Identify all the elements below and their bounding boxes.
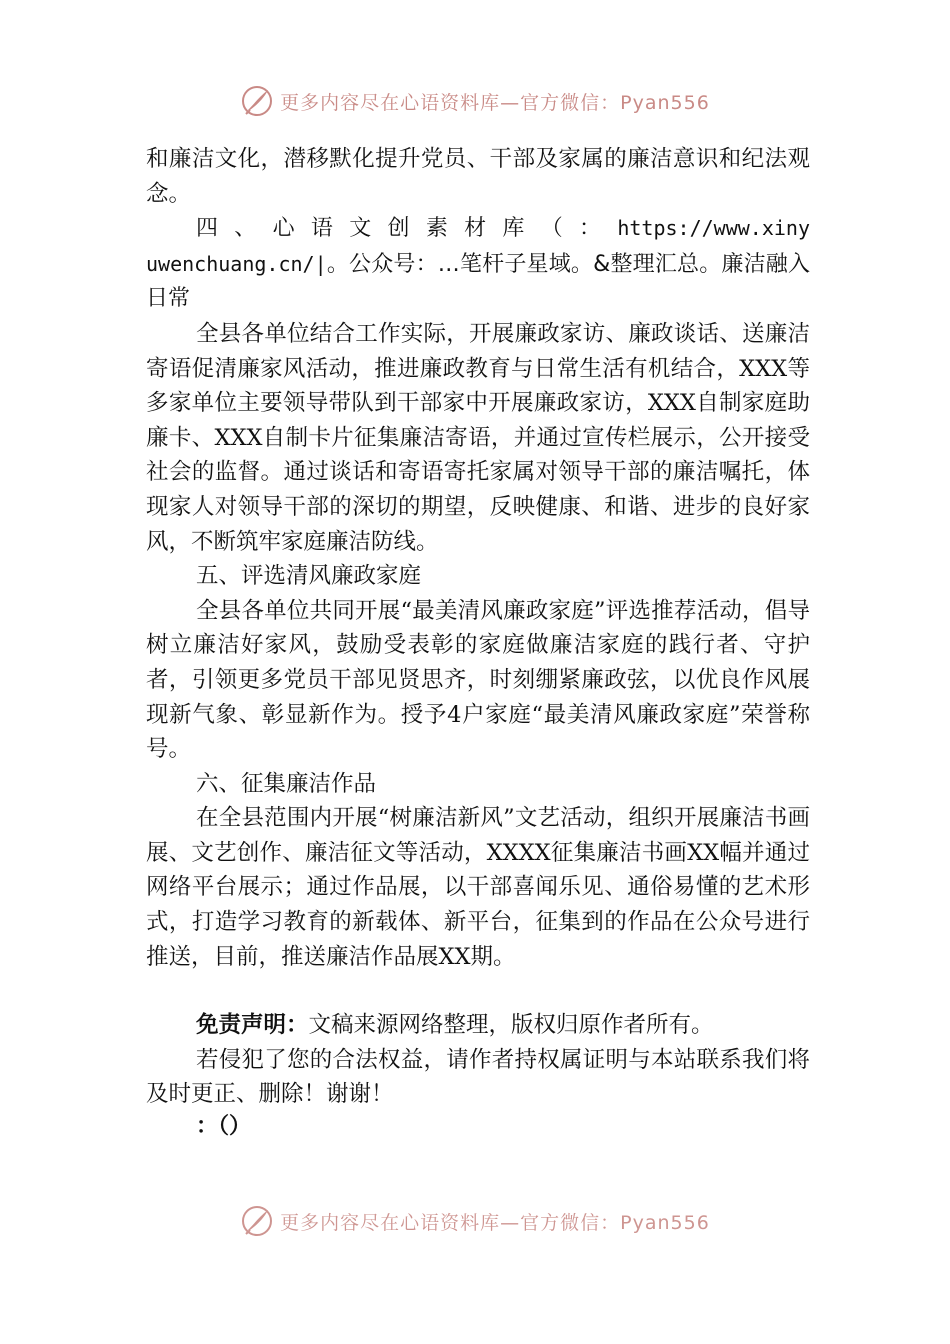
disclaimer-text: 文稿来源网络整理，版权归原作者所有。 [308,1012,714,1039]
heading-4-suffix: 。公众号：…笔杆子星域。&整理汇总。廉洁融入日常 [146,251,810,312]
feather-logo-icon [240,84,274,118]
paragraph-intro-tail: 和廉洁文化，潜移默化提升党员、干部及家属的廉洁意识和纪法观念。 [146,146,810,207]
paragraph-section-6: 在全县范围内开展“树廉洁新风”文艺活动，组织开展廉洁书画展、文艺创作、廉洁征文等活动，XXXX征集廉洁书画XX幅并通过网络平台展示；通过作品展，以干部喜闻乐见、通俗易懂的艺术形式，打造学习教育的新载体、新平台，征集到的作品在公众号进行推送，目前，推送廉洁作品展XX期。 [146,805,810,970]
watermark-text: 更多内容尽在心语资料库—官方微信：Pyan556 [280,1211,710,1234]
spacer [146,974,810,1008]
section-heading-6: 六、征集廉洁作品 [196,770,377,797]
feather-logo-icon [240,1204,274,1238]
paragraph-section-4: 全县各单位结合工作实际，开展廉政家访、廉政谈话、送廉洁寄语促清廉家风活动，推进廉政教育与日常生活有机结合，XXX等多家单位主要领导带队到干部家中开展廉政家访，XXX自制家庭助廉卡、XXX自制卡片征集廉洁寄语，并通过宣传栏展示，公开接受社会的监督。通过谈话和寄语寄托家属对领导干部的廉洁嘱托，体现家人对领导干部的深切的期望，反映健康、和谐、进步的良好家风，不断筑牢家庭廉洁防线。 [146,320,810,555]
disclaimer-line [146,1008,810,1043]
disclaimer-label: 免责声明： [196,1012,309,1039]
disclaimer-contact: 若侵犯了您的合法权益，请作者持权属证明与本站联系我们将及时更正、删除！谢谢！ [146,1046,810,1108]
heading-4-url: https://www.xinyuwenchuang.cn/| [146,216,810,276]
document-body [146,142,810,1142]
header-watermark [0,84,950,118]
heading-4-prefix: 四、心语文创素材库（： [196,216,618,242]
trailing-punctuation: ：（） [196,1114,252,1140]
section-heading-4 [146,211,810,317]
watermark-text: 更多内容尽在心语资料库—官方微信：Pyan556 [280,91,710,114]
section-heading-5: 五、评选清风廉政家庭 [196,563,422,590]
footer-watermark [0,1204,950,1238]
paragraph-section-5: 全县各单位共同开展“最美清风廉政家庭”评选推荐活动，倡导树立廉洁好家风，鼓励受表彰的家庭做廉洁家庭的践行者、守护者，引领更多党员干部见贤思齐，时刻绷紧廉政弦，以优良作风展现新气象、彰显新作为。授予4户家庭“最美清风廉政家庭”荣誉称号。 [146,597,810,763]
